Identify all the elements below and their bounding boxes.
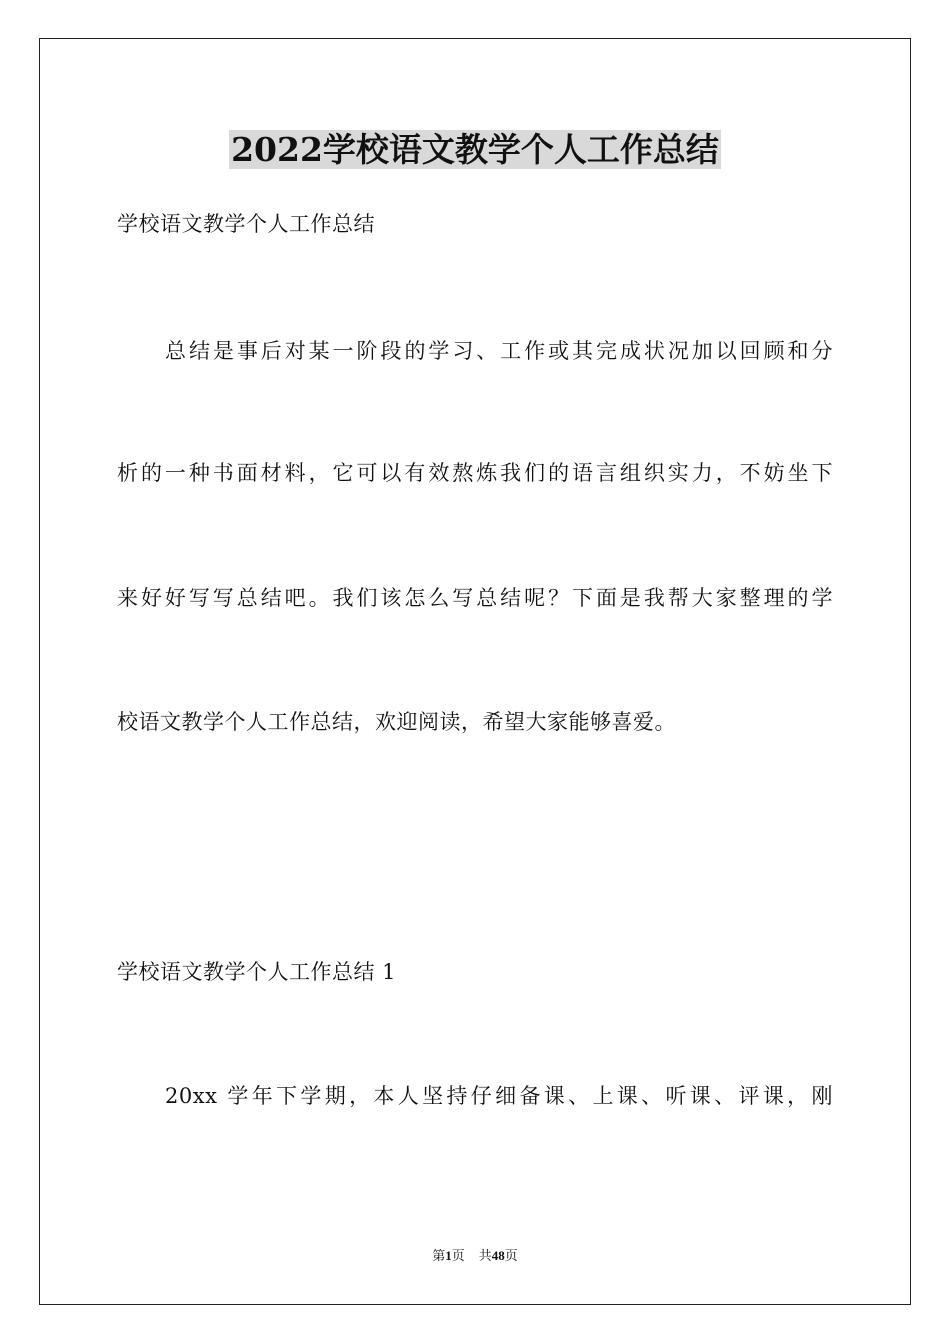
- intro-line-1: 总结是事后对某一阶段的学习、工作或其完成状况加以回顾和分: [165, 339, 833, 363]
- intro-line-2: 析的一种书面材料，它可以有效熬炼我们的语言组织实力，不妨坐下: [117, 461, 833, 485]
- footer-total-suffix: 页: [504, 1248, 518, 1263]
- section-heading: 学校语文教学个人工作总结 1: [117, 960, 397, 984]
- footer-total-prefix: 共: [478, 1248, 492, 1263]
- document-title-text: 2022学校语文教学个人工作总结: [231, 130, 719, 169]
- intro-line-3: 来好好写写总结吧。我们该怎么写总结呢？下面是我帮大家整理的学: [117, 586, 833, 610]
- footer-page-number: 1: [445, 1248, 452, 1263]
- section-first-line: 20xx 学年下学期，本人坚持仔细备课、上课、听课、评课，刚: [165, 1084, 833, 1108]
- document-subtitle: 学校语文教学个人工作总结: [117, 212, 375, 236]
- footer-total-pages: 48: [491, 1248, 505, 1263]
- intro-line-4: 校语文教学个人工作总结，欢迎阅读，希望大家能够喜爱。: [117, 710, 676, 734]
- footer-page-suffix: 页: [451, 1248, 465, 1263]
- page-footer: [0, 1247, 950, 1265]
- footer-page-prefix: 第: [432, 1248, 446, 1263]
- document-title: [0, 128, 950, 172]
